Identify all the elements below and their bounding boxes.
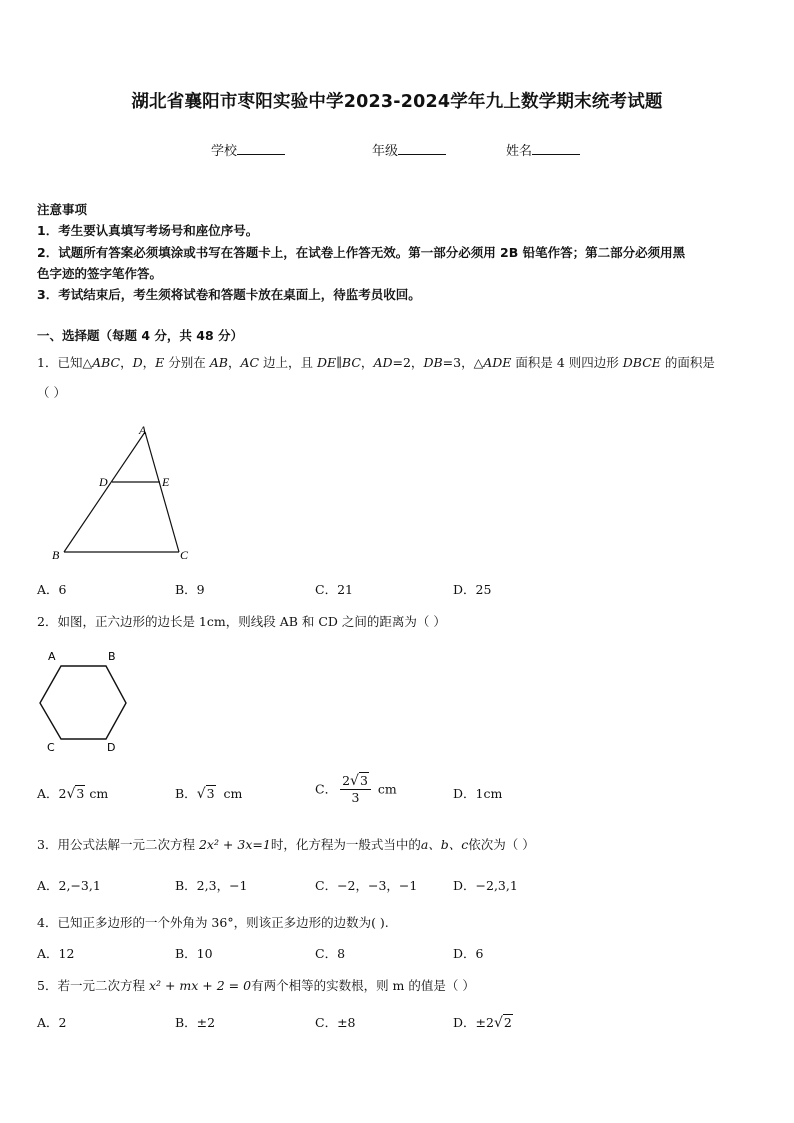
q1-option-c[interactable]: C．21 — [315, 582, 353, 597]
hexagon-figure — [36, 646, 136, 756]
hex-label-c: C — [47, 741, 55, 754]
triangle-figure — [48, 420, 198, 568]
q3-option-c[interactable]: C．−2，−3，−1 — [315, 878, 418, 893]
q1-option-a[interactable]: A．6 — [37, 582, 67, 597]
hex-label-b: B — [108, 650, 116, 663]
page-title: 湖北省襄阳市枣阳实验中学2023-2024学年九上数学期末统考试题 — [131, 92, 663, 112]
hex-label-a: A — [48, 650, 56, 663]
name-field — [506, 140, 580, 159]
question-2-text: 2．如图，正六边形的边长是 1cm，则线段 AB 和 CD 之间的距离为（ ） — [37, 614, 446, 629]
q1-option-b[interactable]: B．9 — [175, 582, 205, 597]
question-1-text: 1．已知△ABC，D，E 分别在 AB，AC 边上，且 DE∥BC，AD=2，DB=3，△ADE 面积是 4 则四边形 DBCE 的面积是 — [37, 355, 715, 370]
q4-option-c[interactable]: C．8 — [315, 946, 346, 961]
name-blank — [532, 142, 580, 155]
q2-option-c[interactable]: C． $\frac{2√3}{3}$ cm — [315, 773, 397, 805]
name-label: 姓名 — [506, 144, 533, 159]
section-heading: 一、选择题（每题 4 分，共 48 分） — [37, 328, 244, 343]
q5-option-a[interactable]: A．2 — [37, 1015, 67, 1030]
grade-blank — [398, 142, 446, 155]
hex-label-d: D — [107, 741, 116, 754]
grade-field — [372, 140, 446, 159]
notes-heading: 注意事项 — [37, 202, 88, 217]
school-field — [211, 140, 285, 159]
label-a: A — [139, 423, 147, 437]
notes-item: 1．考生要认真填写考场号和座位序号。 — [37, 223, 259, 238]
question-1-paren: （ ） — [37, 385, 66, 400]
fraction: $\frac{2√3}{3}$ — [340, 773, 371, 806]
question-3-text: 3．用公式法解一元二次方程 2x² + 3x=1时，化方程为一般式当中的a、b、c依次为（ ） — [37, 837, 535, 852]
q4-option-d[interactable]: D．6 — [453, 946, 484, 961]
q5-option-b[interactable]: B．±2 — [175, 1015, 216, 1030]
q4-option-a[interactable]: A．12 — [37, 946, 75, 961]
q1-option-d[interactable]: D．25 — [453, 582, 492, 597]
label-b: B — [52, 548, 60, 562]
q4-option-b[interactable]: B．10 — [175, 946, 213, 961]
q2-option-d[interactable]: D．1cm — [453, 786, 503, 801]
school-label: 学校 — [211, 144, 238, 159]
notes-item: 2．试题所有答案必须填涂或书写在答题卡上，在试卷上作答无效。第一部分必须用 2B 铅笔作答；第二部分必须用黑 — [37, 245, 686, 260]
label-e: E — [162, 475, 170, 489]
q5-option-c[interactable]: C．±8 — [315, 1015, 356, 1030]
q3-option-b[interactable]: B．2,3，−1 — [175, 878, 248, 893]
school-blank — [237, 142, 285, 155]
question-5-text: 5．若一元二次方程 x² + mx + 2 = 0有两个相等的实数根，则 m 的值是（ ） — [37, 978, 475, 993]
q2-option-a[interactable]: A．2√3 cm — [37, 786, 109, 802]
q2-option-b[interactable]: B．√3 cm — [175, 786, 243, 802]
grade-label: 年级 — [372, 144, 399, 159]
q5-option-d[interactable]: D．±2√2 — [453, 1015, 512, 1031]
notes-item: 色字迹的签字笔作答。 — [37, 266, 163, 281]
q3-option-d[interactable]: D．−2,3,1 — [453, 878, 518, 893]
question-4-text: 4．已知正多边形的一个外角为 36°，则该正多边形的边数为( ). — [37, 915, 389, 930]
notes-item: 3．考试结束后，考生须将试卷和答题卡放在桌面上，待监考员收回。 — [37, 287, 421, 302]
q3-option-a[interactable]: A．2,−3,1 — [37, 878, 101, 893]
label-d: D — [99, 475, 108, 489]
label-c: C — [180, 548, 189, 562]
